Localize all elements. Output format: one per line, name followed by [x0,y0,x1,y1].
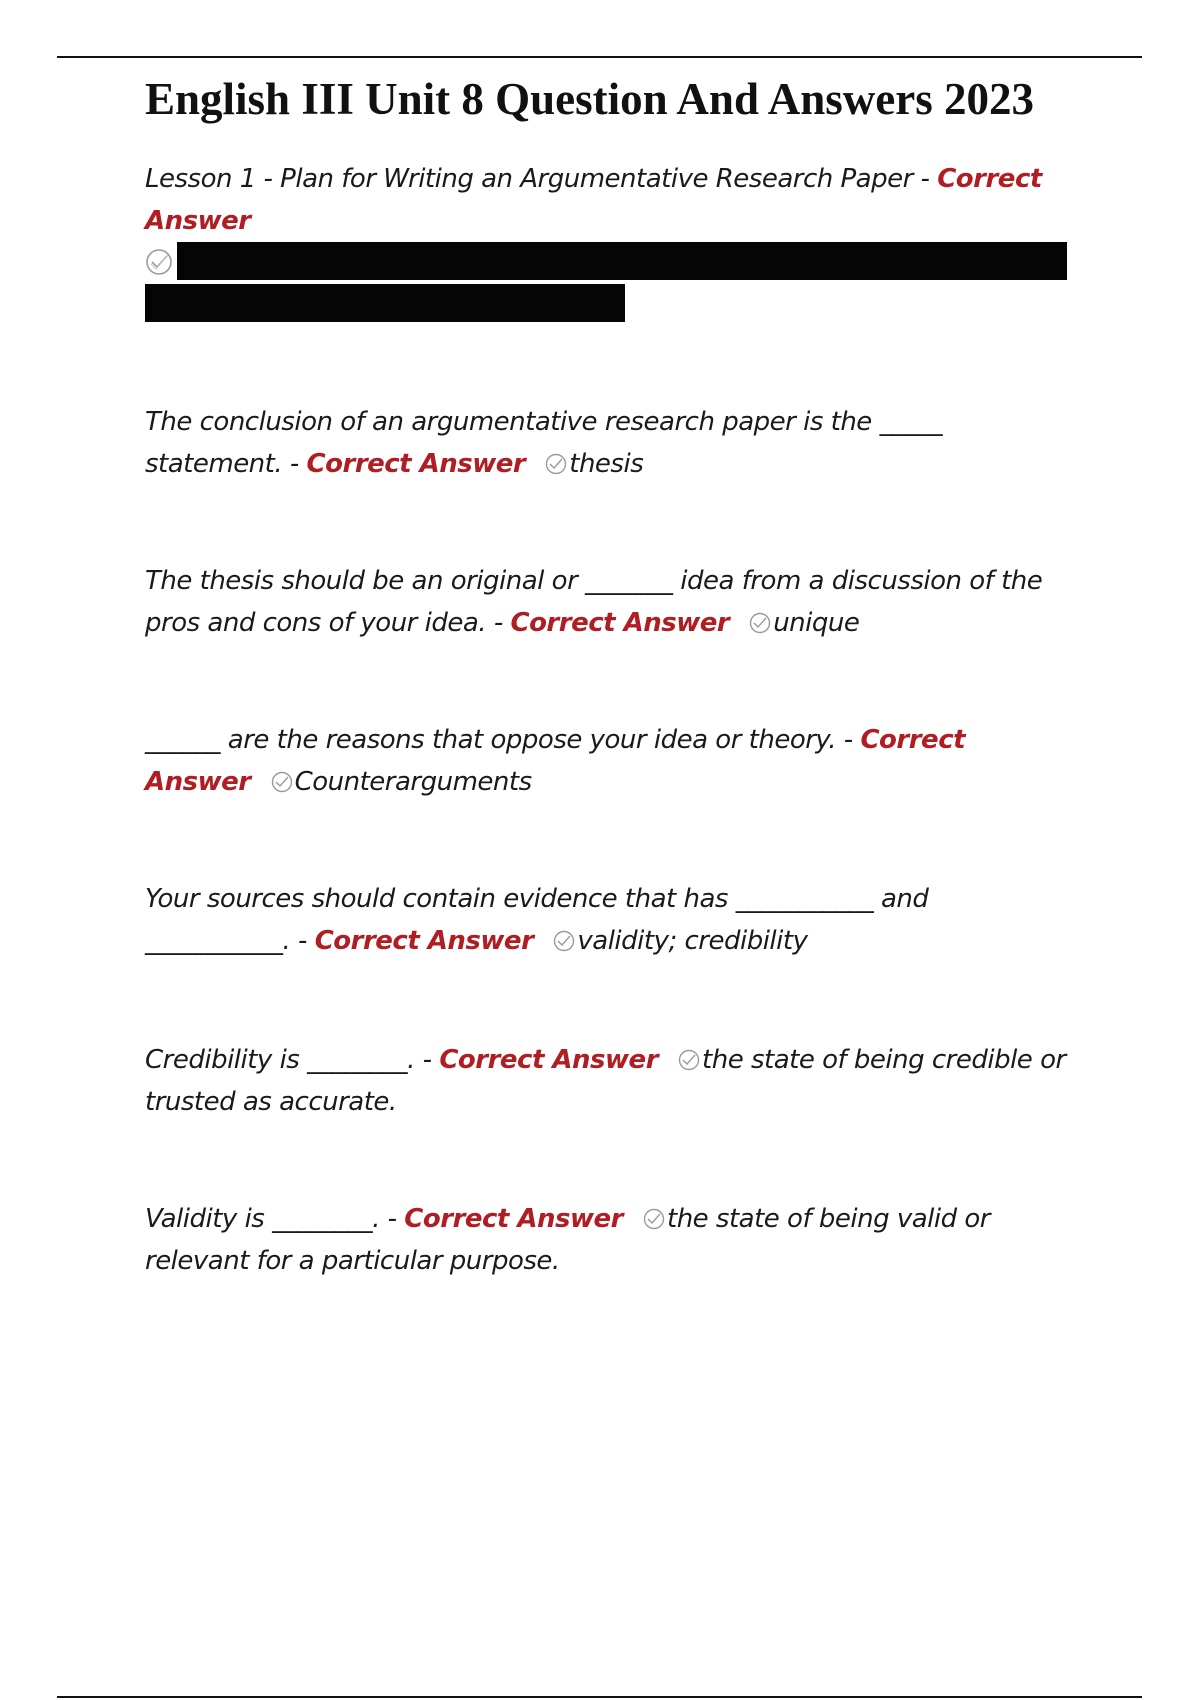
checkmark-circle-icon [545,453,567,475]
correct-answer-label: Correct Answer [145,725,966,797]
correct-answer-label: Correct Answer [510,608,730,638]
checkmark-circle-icon [749,612,771,634]
answer-text: validity; credibility [577,926,808,956]
qa-item [145,401,1070,485]
checkmark-circle-icon [145,248,173,276]
document-title: English III Unit 8 Question And Answers 2023 [145,74,1034,124]
checkmark-circle-icon [643,1208,665,1230]
question-text: The thesis should be an original or _______ idea from a discussion of the pros and cons of your idea. [145,566,1043,638]
redaction-bar [177,242,1067,280]
separator: - [912,164,938,194]
separator: - [379,1204,405,1234]
separator: - [486,608,511,638]
qa-item [145,1039,1070,1123]
correct-answer-label: Correct Answer [306,449,526,479]
answer-text: thesis [569,449,644,479]
answer-text: Counterarguments [294,767,532,797]
qa-item [145,158,1070,242]
question-text: The conclusion of an argumentative research paper is the _____ statement. [145,407,943,479]
answer-text: unique [773,608,860,638]
checkmark-circle-icon [678,1049,700,1071]
question-text: Lesson 1 - Plan for Writing an Argumentative Research Paper [145,164,913,194]
correct-answer-label: Correct Answer [439,1045,659,1075]
correct-answer-label: Correct Answer [404,1204,623,1234]
correct-answer-label: Correct Answer [145,164,1042,236]
separator: - [414,1045,440,1075]
correct-answer-label: Correct Answer [314,926,534,956]
qa-item [145,719,1070,803]
separator: - [836,725,861,755]
question-text: Credibility is ________. [145,1045,415,1075]
answer-text: the state of being credible or trusted as accurate. [145,1045,1066,1117]
bottom-rule [57,1696,1142,1698]
qa-item [145,1198,1070,1282]
answer-text: the state of being valid or relevant for a particular purpose. [145,1204,990,1276]
redacted-answer [145,242,1070,326]
separator: - [290,926,315,956]
redaction-bar [145,284,625,322]
question-text: Your sources should contain evidence that has ___________ and ___________. [145,884,929,956]
document-body [145,72,1070,1282]
qa-item [145,878,1070,962]
separator: - [282,449,307,479]
question-text: Validity is ________. [145,1204,380,1234]
checkmark-circle-icon [553,930,575,952]
top-rule [57,56,1142,58]
checkmark-circle-icon [271,771,293,793]
qa-item [145,560,1070,644]
question-text: ______ are the reasons that oppose your idea or theory. [145,725,837,755]
